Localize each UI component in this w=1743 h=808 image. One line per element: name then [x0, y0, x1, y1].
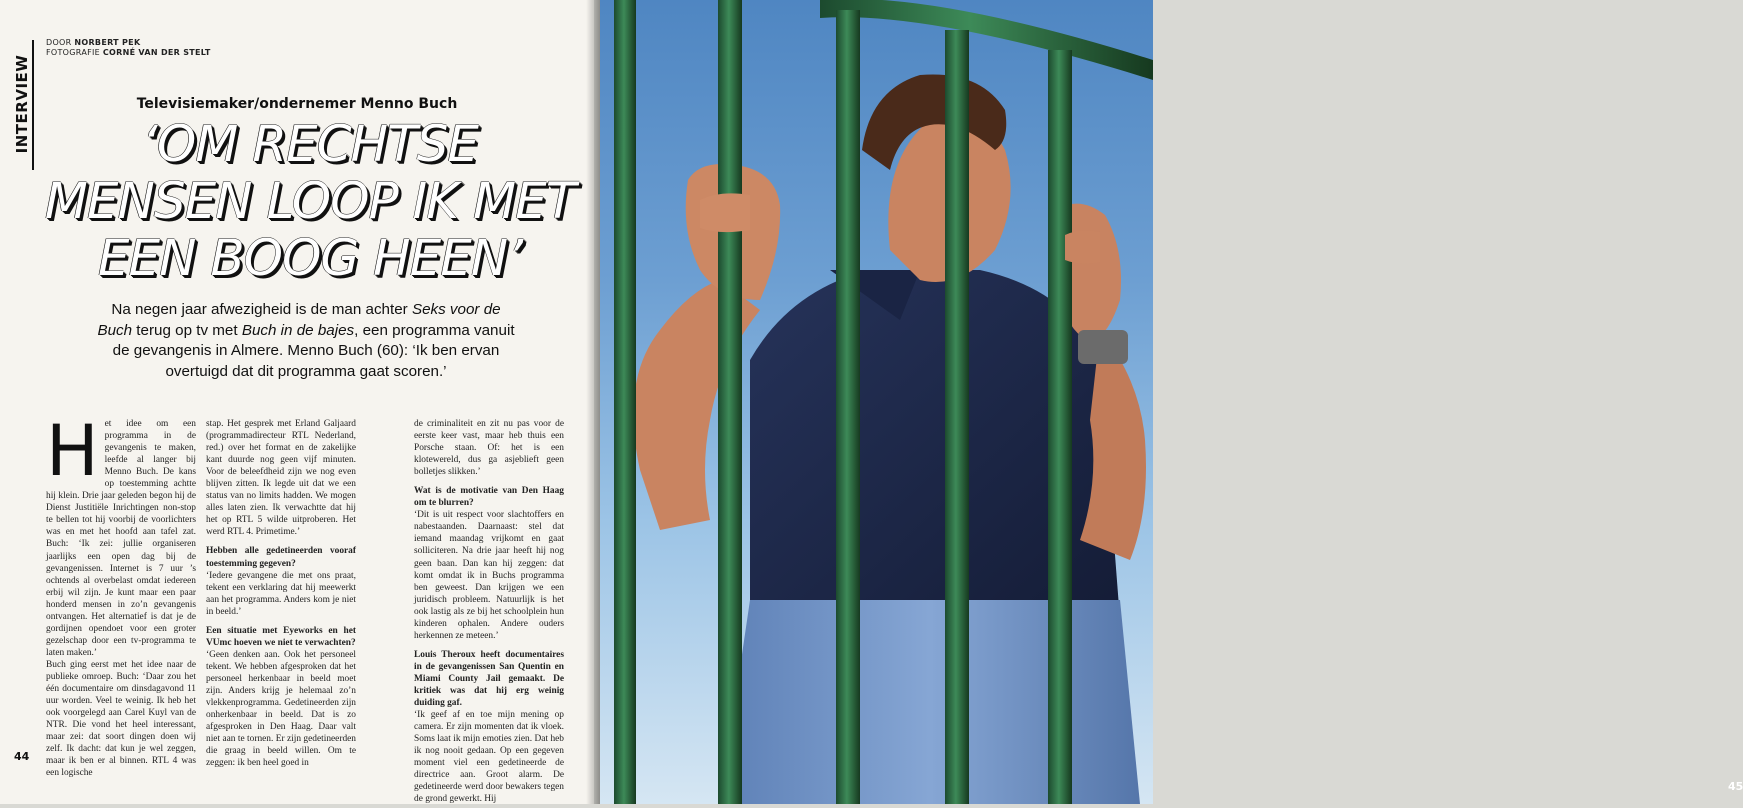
body-column-2	[206, 418, 356, 769]
intro-text-2: terug op tv met	[132, 321, 242, 339]
interview-question: Louis Theroux heeft documentaires in de gevangenissen San Quentin en Miami County Jail gemaakt. De kritiek was dat hij erg weinig duiding gaf.	[414, 649, 564, 709]
body-column-3	[414, 418, 564, 805]
intro-text-3: , een programma vanuit de gevangenis in Almere. Menno Buch (60): ‘Ik ben ervan overtuigd dat dit programma gaat scoren.’	[112, 321, 515, 380]
left-fingers	[700, 193, 750, 232]
photo-credit	[46, 48, 211, 58]
headline	[30, 116, 590, 287]
right-fingers	[1065, 231, 1100, 264]
wristwatch	[1078, 330, 1128, 364]
page-number-left: 44	[14, 750, 30, 763]
interview-question: Wat is de motivatie van Den Haag om te blurren?	[414, 486, 564, 509]
photo-prefix: FOTOGRAFIE	[46, 48, 101, 57]
body-paragraph: et idee om een programma in de gevangenis te maken, leefde al langer bij Menno Buch. De kans op toestemming achtte hij klein. Drie jaar geleden begon hij de Dienst Justitiële Inrichtingen non-stop te bellen tot hij voorbij de voorlichters was en met het hoofd aan tafel zat. Buch: ‘Ik zei: jullie organiseren jaarlijks een open dag bij de gevangenissen. Internet is 7 uur ’s ochtends al overbelast omdat iedereen erbij wil zijn. Je kunt maar een paar honderd mensen in zo’n gevangenis ontvangen. Het alternatief is dat je de gordijnen opendoet voor een groter gezelschap door een tv-programma te laten maken.’	[46, 419, 196, 658]
bar-3	[836, 10, 860, 804]
body-paragraph: de criminaliteit en zit nu pas voor de eerste keer vast, maar heb thuis een Porsche staan. Of: het is een klotewereld, dus ga asjeblieft geen bolletjes slikken.’	[414, 419, 564, 478]
author-name: NORBERT PEK	[74, 38, 141, 47]
author-prefix: DOOR	[46, 38, 72, 47]
section-label: INTERVIEW	[13, 54, 31, 154]
kicker: Televisiemaker/ondernemer Menno Buch	[136, 96, 458, 112]
headline-line-3: EEN BOOG HEEN’	[97, 229, 523, 287]
body-column-1	[46, 410, 196, 779]
intro-text-1: Na negen jaar afwezigheid is de man achter	[111, 301, 412, 318]
bar-2	[718, 0, 742, 804]
intro-paragraph	[96, 300, 516, 382]
interview-answer: ‘Ik geef af en toe mijn mening op camera. Er zijn momenten dat ik vloek. Soms laat ik mijn emoties zien. Dat heb ik nog nooit gedaan. Op een gegeven moment viel een gedetineerde de directrice aan. Groot alarm. De gedetineerde werd door bewakers tegen de grond gewerkt. Hij	[414, 710, 564, 805]
interview-answer: ‘Iedere gevangene die met ons praat, tekent een verklaring dat hij meewerkt aan het programma. Anders kom je niet in beeld.’	[206, 570, 356, 617]
interview-question: Hebben alle gedetineerden vooraf toestemming gegeven?	[206, 546, 356, 569]
bar-4	[945, 30, 969, 804]
top-rail	[820, 0, 1153, 80]
page-number-right: 45	[1728, 780, 1743, 793]
show-title-2: Buch in de bajes	[241, 321, 355, 339]
bar-1	[614, 0, 636, 804]
left-page	[0, 0, 594, 804]
body-paragraph: Buch ging eerst met het idee naar de publieke omroep. Buch: ‘Daar zou het één documentaire om dinsdagavond 11 uur worden. Veel te weinig. Ik heb het ook voorgelegd aan Carel Kuyl van de NTR. Die vond het heel interessant, maar zei: dat soort dingen doen wij zelf. Ik dacht: dat kun je wel zeggen, maar ik ben er al binnen. RTL 4 was een logische	[46, 659, 196, 779]
jeans	[720, 600, 1140, 804]
credits	[46, 38, 211, 58]
spine-shadow	[586, 0, 600, 804]
body-paragraph: stap. Het gesprek met Erland Galjaard (programmadirecteur RTL Nederland, red.) over het format en de zakelijke kant duurde nog geen vijf minuten. Voor de beleefdheid zijn we nog even blijven zitten. Ik legde uit dat we een status van no limits hadden. We mogen alles laten zien. Ik verwachtte dat hij het op RTL 5 wilde uitproberen. Het werd RTL 4. Primetime.’	[206, 419, 356, 538]
photographer-name: CORNÉ VAN DER STELT	[102, 48, 211, 57]
portrait-photo	[600, 0, 1743, 804]
headline-line-2: MENSEN LOOP IK MET	[44, 172, 576, 230]
interview-answer: ‘Geen denken aan. Ook het personeel tekent. We hebben afgesproken dat het personeel herkenbaar in beeld moet zijn. Anders krijg je helemaal zo’n vlekkenprogramma. Gedetineerden zijn onherkenbaar in beeld. Dat is zo afgesproken in Den Haag. Daar valt niet aan te tornen. Er zijn gedetineerden die graag in beeld willen. Om te zeggen: ik ben heel goed in	[206, 649, 356, 769]
show-title-1: Seks voor de Buch	[97, 301, 501, 339]
author-credit	[46, 38, 211, 48]
drop-cap: H	[46, 410, 99, 492]
bar-5	[1048, 50, 1072, 804]
headline-line-1: ‘OM RECHTSE	[142, 115, 478, 173]
interview-question: Een situatie met Eyeworks en het VUmc hoeven we niet te verwachten?	[206, 625, 356, 648]
photo-illustration	[600, 0, 1153, 804]
interview-answer: ‘Dit is uit respect voor slachtoffers en nabestaanden. Daarnaast: stel dat iemand maandag vrijkomt en gaat solliciteren. Na drie jaar heeft hij nog geen baan. Dan kan hij zeggen: dat komt omdat ik in Buchs programma ben geweest. Dan krijgen we een juridisch probleem. Natuurlijk is het ook lastig als ze bij het schoolplein hun kinderen ophalen. Andere ouders herkennen ze meteen.’	[414, 510, 564, 641]
